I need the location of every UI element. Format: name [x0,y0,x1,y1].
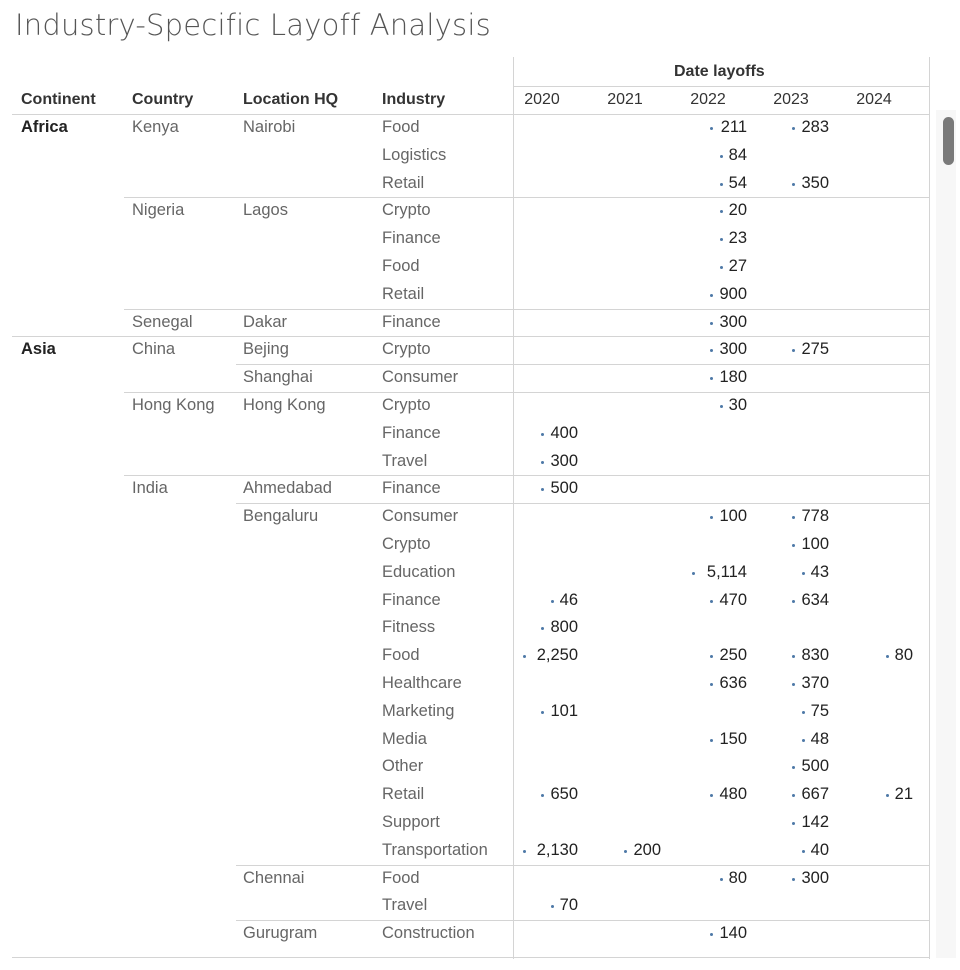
industry-label[interactable]: Travel [382,451,428,470]
value-2024[interactable]: 80 [894,646,913,665]
group-divider [124,197,929,198]
data-mark[interactable] [523,850,526,853]
value-2022[interactable]: 140 [719,924,747,943]
value-2020[interactable]: 2,130 [536,840,578,859]
value-2022[interactable]: 180 [719,368,747,387]
right-border [929,57,930,959]
group-divider [124,475,929,476]
group-divider [12,336,929,337]
group-divider [236,364,929,365]
value-2023[interactable]: 830 [801,646,829,665]
industry-label[interactable]: Crypto [382,340,431,359]
data-mark[interactable] [720,155,723,158]
location-label[interactable]: Shanghai [243,368,313,387]
data-mark[interactable] [802,572,805,575]
value-2022[interactable]: 100 [719,507,747,526]
value-2023[interactable]: 300 [801,868,829,887]
industry-label[interactable]: Marketing [382,701,455,720]
value-2023[interactable]: 100 [801,535,829,553]
industry-label[interactable]: Food [382,257,420,275]
page-title: Industry-Specific Layoff Analysis [15,8,491,42]
industry-label[interactable]: Food [382,118,420,136]
value-2022[interactable]: 80 [728,868,747,887]
value-2022[interactable]: 54 [728,173,747,192]
bottom-divider [12,957,930,958]
value-2020[interactable]: 800 [550,618,578,637]
industry-label[interactable]: Retail [382,785,425,804]
date-layoffs-header: Date layoffs [674,63,765,80]
data-mark[interactable] [886,794,889,797]
value-2023[interactable]: 500 [801,757,829,776]
year-header-2024[interactable]: 2024 [856,91,892,108]
group-divider [124,309,929,310]
group-divider [236,920,929,921]
industry-label[interactable]: Retail [382,173,425,192]
value-2022[interactable]: 150 [719,729,747,748]
year-header-2022[interactable]: 2022 [690,91,726,108]
data-mark[interactable] [720,183,723,186]
value-2022[interactable]: 23 [728,229,747,248]
value-2022[interactable]: 470 [719,590,747,609]
value-2020[interactable]: 2,250 [536,646,578,665]
country-label[interactable]: Senegal [132,312,193,331]
country-label[interactable]: China [132,340,176,359]
value-2023[interactable]: 43 [810,562,829,581]
year-header-2023[interactable]: 2023 [773,91,809,108]
data-mark[interactable] [720,238,723,241]
value-2023[interactable]: 370 [801,674,829,692]
industry-label[interactable]: Finance [382,479,441,498]
location-label[interactable]: Lagos [243,201,288,220]
value-2022[interactable]: 480 [719,785,747,804]
value-2023[interactable]: 275 [801,340,829,359]
country-label[interactable]: Hong Kong [132,396,215,414]
group-header-divider [513,86,929,87]
location-label[interactable]: Bengaluru [243,507,319,526]
industry-label[interactable]: Fitness [382,618,436,637]
value-2022[interactable]: 250 [719,646,747,665]
continent-header[interactable]: Continent [21,91,96,108]
industry-label[interactable]: Consumer [382,507,459,526]
value-2020[interactable]: 650 [550,785,578,804]
data-mark[interactable] [692,572,695,575]
value-2023[interactable]: 778 [801,507,829,526]
industry-label[interactable]: Retail [382,284,425,303]
value-2023[interactable]: 634 [801,590,829,609]
layoff-table[interactable] [12,57,930,959]
data-mark[interactable] [720,266,723,269]
country-label[interactable]: Nigeria [132,201,185,220]
value-2022[interactable]: 211 [720,118,747,136]
value-2022[interactable]: 300 [719,312,747,331]
value-2020[interactable]: 46 [559,590,578,609]
value-2022[interactable]: 30 [728,396,747,414]
value-2023[interactable]: 667 [801,785,829,804]
value-2022[interactable]: 84 [728,145,747,164]
data-mark[interactable] [720,878,723,881]
value-2023[interactable]: 40 [810,840,829,859]
industry-header[interactable]: Industry [382,91,446,108]
country-label[interactable]: Kenya [132,118,179,136]
value-2023[interactable]: 283 [801,118,829,136]
value-2020[interactable]: 300 [550,451,578,470]
value-2022[interactable]: 27 [728,257,747,275]
location-header[interactable]: Location HQ [243,91,339,108]
industry-label[interactable]: Food [382,646,420,665]
value-2021[interactable]: 200 [633,840,661,859]
industry-label[interactable]: Crypto [382,201,431,220]
continent-label[interactable]: Asia [21,340,56,359]
industry-label[interactable]: Other [382,757,424,776]
industry-label[interactable]: Finance [382,229,441,248]
value-2024[interactable]: 21 [894,785,913,804]
industry-label[interactable]: Finance [382,312,441,331]
industry-label[interactable]: Food [382,868,420,887]
location-label[interactable]: Bejing [243,340,289,359]
value-2020[interactable]: 70 [559,896,578,915]
industry-label[interactable]: Consumer [382,368,459,387]
value-2023[interactable]: 142 [801,813,829,831]
year-header-2020[interactable]: 2020 [524,91,560,108]
data-mark[interactable] [523,655,526,658]
scrollbar-thumb[interactable] [943,117,954,165]
industry-label[interactable]: Education [382,562,456,581]
data-mark[interactable] [551,600,554,603]
location-label[interactable]: Chennai [243,868,305,887]
value-2020[interactable]: 400 [550,423,578,442]
industry-label[interactable]: Support [382,813,440,831]
country-header[interactable]: Country [132,91,194,108]
industry-label[interactable]: Finance [382,590,441,609]
group-divider [236,503,929,504]
location-label[interactable]: Dakar [243,312,288,331]
data-mark[interactable] [720,405,723,408]
location-label[interactable]: Gurugram [243,924,318,943]
value-2020[interactable]: 500 [550,479,578,498]
pane-divider [513,57,514,959]
vertical-scrollbar[interactable] [936,110,956,958]
industry-label[interactable]: Healthcare [382,674,462,692]
value-2023[interactable]: 350 [801,173,829,192]
industry-label[interactable]: Construction [382,924,475,943]
industry-label[interactable]: Crypto [382,535,431,553]
industry-label[interactable]: Crypto [382,396,431,414]
industry-label[interactable]: Media [382,729,427,748]
group-divider [236,865,929,866]
value-2022[interactable]: 20 [728,201,747,220]
industry-label[interactable]: Logistics [382,145,447,164]
industry-label[interactable]: Travel [382,896,428,915]
location-label[interactable]: Ahmedabad [243,479,332,498]
location-label[interactable]: Nairobi [243,118,296,136]
data-mark[interactable] [802,711,805,714]
value-2022[interactable]: 636 [719,674,747,692]
data-mark[interactable] [802,850,805,853]
value-2023[interactable]: 48 [810,729,829,748]
location-label[interactable]: Hong Kong [243,396,326,414]
value-2023[interactable]: 75 [810,701,829,720]
value-2022[interactable]: 900 [719,284,747,303]
value-2022[interactable]: 300 [719,340,747,359]
value-2022[interactable]: 5,114 [706,562,747,581]
data-mark[interactable] [886,655,889,658]
industry-label[interactable]: Finance [382,423,441,442]
header-divider [12,114,930,115]
group-divider [124,392,929,393]
year-header-2021[interactable]: 2021 [607,91,643,108]
country-label[interactable]: India [132,479,168,498]
industry-label[interactable]: Transportation [382,840,488,859]
continent-label[interactable]: Africa [21,118,68,136]
value-2020[interactable]: 101 [550,701,578,720]
data-mark[interactable] [802,739,805,742]
